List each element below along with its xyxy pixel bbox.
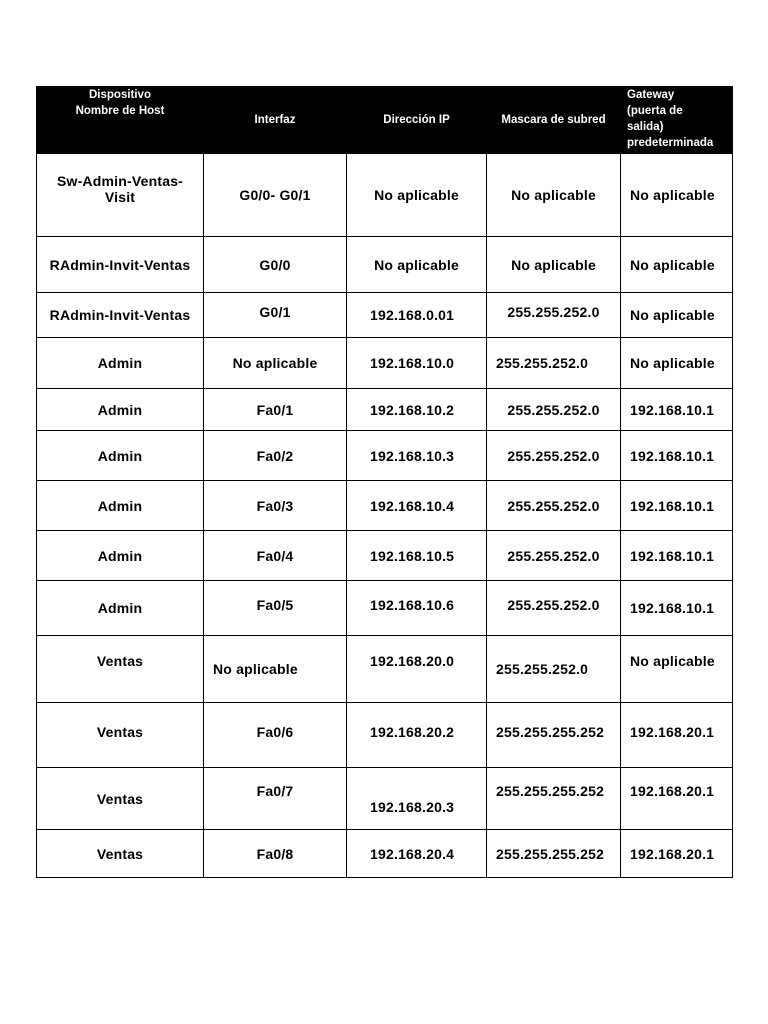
cell-host: Ventas [37,768,204,830]
cell-host: Admin [37,531,204,581]
cell-gateway-text: 192.168.20.1 [630,724,715,740]
cell-ip: No aplicable [347,237,487,293]
header-gateway-line4: predeterminada [627,137,714,149]
cell-gateway-text: No aplicable [630,653,715,669]
cell-host: Admin [37,481,204,531]
table-row [37,431,733,481]
cell-mask [487,703,621,768]
cell-gateway [621,703,733,768]
cell-ip: 192.168.0.01 [347,293,487,338]
cell-ip-text: 192.168.10.6 [370,597,455,613]
cell-host: Ventas [37,830,204,878]
cell-interface: Fa0/2 [204,431,347,481]
cell-host [37,703,204,768]
cell-host-text: Ventas [96,724,144,740]
cell-ip: 192.168.20.4 [347,830,487,878]
cell-ip [347,703,487,768]
cell-interface [204,293,347,338]
cell-ip [347,768,487,830]
table-row [37,830,733,878]
cell-gateway: 192.168.10.1 [621,481,733,531]
cell-interface [204,581,347,636]
cell-interface: Fa0/1 [204,389,347,431]
cell-ip-text: 192.168.20.0 [370,653,455,669]
cell-host: Admin [37,389,204,431]
cell-mask-text: 255.255.255.252 [496,724,605,740]
cell-interface-text: Fa0/7 [256,782,294,799]
cell-host-text: Ventas [96,653,144,669]
table-row [37,768,733,830]
cell-mask-text: 255.255.252.0 [507,304,600,320]
addressing-table [36,86,733,878]
cell-mask [487,293,621,338]
cell-ip-text: 192.168.20.2 [370,724,455,740]
cell-interface: Fa0/3 [204,481,347,531]
table-row [37,636,733,703]
cell-gateway: No aplicable [621,154,733,237]
cell-ip: 192.168.10.2 [347,389,487,431]
cell-gateway-text: 192.168.20.1 [630,782,715,799]
cell-mask: 255.255.252.0 [487,531,621,581]
header-interface: Interfaz [204,87,347,154]
cell-mask: 255.255.252.0 [487,481,621,531]
header-host [37,87,204,154]
cell-host: Admin [37,581,204,636]
cell-host [37,636,204,703]
header-host-line1: Dispositivo [89,89,151,101]
cell-interface: No aplicable [204,636,347,703]
table-row [37,703,733,768]
cell-host: Admin [37,338,204,389]
cell-gateway: 192.168.10.1 [621,431,733,481]
cell-mask: 255.255.252.0 [487,338,621,389]
cell-gateway: No aplicable [621,293,733,338]
cell-interface: No aplicable [204,338,347,389]
header-ip: Dirección IP [347,87,487,154]
cell-ip [347,581,487,636]
cell-mask: No aplicable [487,237,621,293]
table-row [37,531,733,581]
cell-ip [347,636,487,703]
cell-interface-text: Fa0/6 [256,724,294,740]
cell-host [37,154,204,237]
table-row [37,237,733,293]
cell-host: RAdmin-Invit-Ventas [37,293,204,338]
cell-ip-text: 192.168.20.3 [370,798,455,815]
cell-mask-text: 255.255.255.252 [496,782,605,799]
header-host-line2: Nombre de Host [75,105,165,117]
header-gateway-line3: salida) [627,121,664,133]
cell-interface-text: Fa0/5 [256,597,294,613]
header-mask: Mascara de subred [487,87,621,154]
cell-mask: No aplicable [487,154,621,237]
cell-mask: 255.255.255.252 [487,830,621,878]
cell-gateway [621,636,733,703]
table-row [37,581,733,636]
table-row [37,338,733,389]
cell-interface [204,768,347,830]
cell-mask: 255.255.252.0 [487,389,621,431]
cell-interface [204,703,347,768]
header-row [37,87,733,154]
table-row [37,293,733,338]
cell-interface: G0/0 [204,237,347,293]
cell-gateway: No aplicable [621,237,733,293]
cell-mask: 255.255.252.0 [487,636,621,703]
cell-ip: No aplicable [347,154,487,237]
cell-gateway: 192.168.20.1 [621,830,733,878]
cell-host: RAdmin-Invit-Ventas [37,237,204,293]
table-row [37,154,733,237]
cell-ip: 192.168.10.0 [347,338,487,389]
table-row [37,389,733,431]
cell-host: Admin [37,431,204,481]
cell-interface: Fa0/4 [204,531,347,581]
cell-gateway: 192.168.10.1 [621,389,733,431]
cell-mask [487,581,621,636]
cell-mask [487,768,621,830]
cell-ip: 192.168.10.3 [347,431,487,481]
cell-host-text: Sw-Admin-Ventas-Visit [56,173,184,205]
header-gateway-line1: Gateway [627,89,675,101]
cell-gateway: 192.168.10.1 [621,581,733,636]
header-gateway-line2: (puerta de [627,105,683,117]
cell-interface: Fa0/8 [204,830,347,878]
table-row [37,481,733,531]
cell-ip: 192.168.10.4 [347,481,487,531]
cell-mask-text: 255.255.252.0 [507,597,600,613]
header-gateway [621,87,733,154]
cell-gateway: No aplicable [621,338,733,389]
cell-gateway [621,768,733,830]
cell-ip: 192.168.10.5 [347,531,487,581]
cell-interface-text: G0/1 [259,304,291,320]
cell-gateway: 192.168.10.1 [621,531,733,581]
cell-mask: 255.255.252.0 [487,431,621,481]
cell-interface: G0/0- G0/1 [204,154,347,237]
